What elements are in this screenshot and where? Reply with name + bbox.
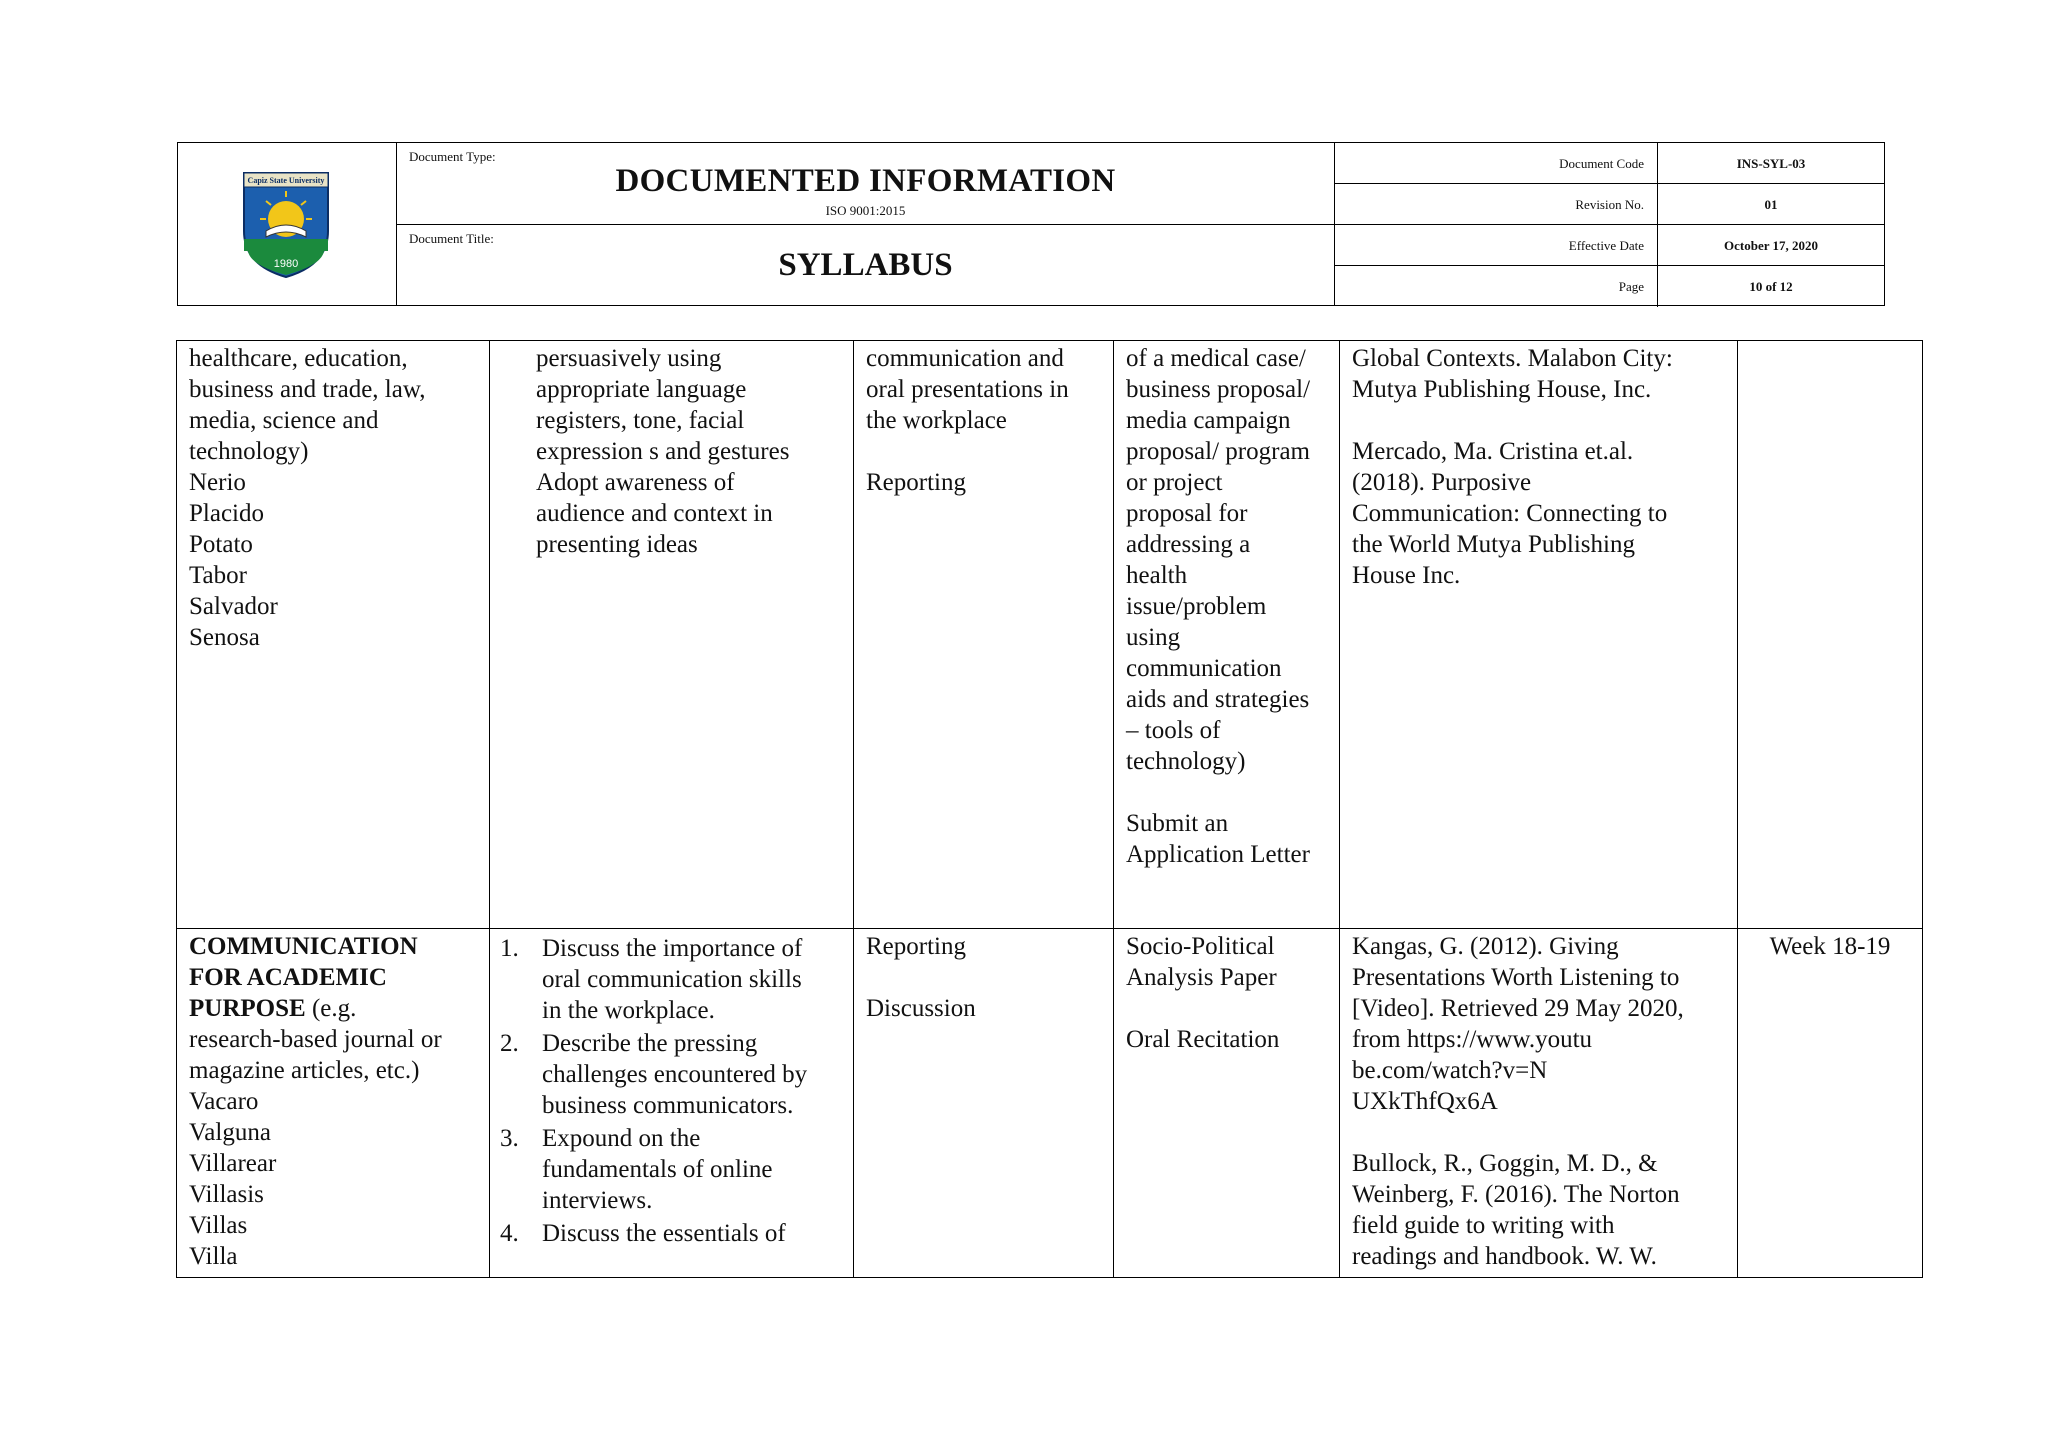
student-name: Placido (189, 500, 264, 527)
table-row (177, 929, 1923, 1278)
assessment-line: issue/problem (1126, 593, 1267, 620)
topic-line: healthcare, education, (189, 345, 408, 372)
meta-row-page (1335, 266, 1884, 307)
assessment-line: Oral Recitation (1126, 1026, 1280, 1053)
meta-row-effective-date (1335, 225, 1884, 266)
reference-line: Communication: Connecting to (1352, 500, 1668, 527)
assessment-line: business proposal/ (1126, 376, 1311, 403)
objective-line: Discuss the importance of (542, 935, 803, 962)
objective-line: fundamentals of online (542, 1156, 773, 1183)
reference-line: readings and handbook. W. W. (1352, 1243, 1657, 1270)
activity-line: the workplace (866, 407, 1007, 434)
student-name: Senosa (189, 624, 260, 651)
topic-line: business and trade, law, (189, 376, 426, 403)
assessment-line: technology) (1126, 748, 1246, 775)
document-title-row (397, 225, 1334, 307)
student-name: Villa (189, 1243, 238, 1270)
assessment-line: proposal/ program (1126, 438, 1310, 465)
objective-item (500, 1123, 841, 1216)
objective-line: challenges encountered by (542, 1061, 808, 1088)
reference-line: Global Contexts. Malabon City: (1352, 345, 1673, 372)
topic-heading-line (189, 993, 477, 1024)
reference-line: be.com/watch?v=N (1352, 1057, 1548, 1084)
assessment-cell (1114, 341, 1340, 929)
time-frame-cell (1738, 341, 1923, 929)
reference-cell (1340, 929, 1738, 1278)
objectives-list (500, 933, 841, 1249)
objective-number: 3. (500, 1125, 519, 1152)
activity-line: communication and (866, 345, 1064, 372)
activity-line: Reporting (866, 469, 966, 496)
student-name: Potato (189, 531, 253, 558)
reference-line: UXkThfQx6A (1352, 1088, 1498, 1115)
student-name: Tabor (189, 562, 247, 589)
objective-item (500, 933, 841, 1026)
meta-key: Revision No. (1335, 184, 1658, 224)
outcome-line: appropriate language (536, 376, 747, 403)
student-name: Vacaro (189, 1088, 259, 1115)
iso-standard: ISO 9001:2015 (825, 203, 906, 218)
topic-line: research-based journal or (189, 1026, 442, 1053)
document-type-title-block (397, 143, 1335, 305)
meta-key: Effective Date (1335, 225, 1658, 265)
reference-line: Mutya Publishing House, Inc. (1352, 376, 1652, 403)
outcome-line: expression s and gestures (536, 438, 790, 465)
objective-line: Expound on the (542, 1125, 701, 1152)
assessment-line: health (1126, 562, 1188, 589)
logo-year: 1980 (273, 258, 299, 270)
logo-text: Capiz State University (247, 176, 325, 185)
activity-cell (854, 341, 1114, 929)
objectives-cell (490, 929, 854, 1278)
topic-heading-tail: PURPOSE (189, 995, 306, 1022)
assessment-line: communication (1126, 655, 1282, 682)
student-name: Salvador (189, 593, 278, 620)
document-title-label: Document Title: (409, 231, 494, 246)
topic-line: technology) (189, 438, 309, 465)
university-seal-logo (236, 169, 336, 279)
student-name: Valguna (189, 1119, 271, 1146)
objective-line: Discuss the essentials of (542, 1220, 786, 1247)
reference-line: House Inc. (1352, 562, 1461, 589)
objective-line: oral communication skills (542, 966, 802, 993)
objective-item (500, 1028, 841, 1121)
objective-line: business communicators. (542, 1092, 794, 1119)
outcome-cell (490, 341, 854, 929)
reference-line: from https://www.youtu (1352, 1026, 1593, 1053)
assessment-line: proposal for (1126, 500, 1248, 527)
reference-line: Bullock, R., Goggin, M. D., & (1352, 1150, 1658, 1177)
assessment-line: Analysis Paper (1126, 964, 1277, 991)
activity-line: Reporting (866, 933, 966, 960)
logo-cell (178, 143, 397, 305)
document-meta-block (1335, 143, 1884, 305)
reference-line: Mercado, Ma. Cristina et.al. (1352, 438, 1634, 465)
topic-line: media, science and (189, 407, 379, 434)
assessment-line: of a medical case/ (1126, 345, 1306, 372)
student-name: Villarear (189, 1150, 277, 1177)
objective-number: 1. (500, 935, 519, 962)
activity-cell (854, 929, 1114, 1278)
activity-line: oral presentations in (866, 376, 1069, 403)
objective-number: 2. (500, 1030, 519, 1057)
assessment-line: or project (1126, 469, 1223, 496)
table-row (177, 341, 1923, 929)
topic-cell (177, 341, 490, 929)
document-header (177, 142, 1885, 306)
reference-line: Kangas, G. (2012). Giving (1352, 933, 1619, 960)
document-type-value: DOCUMENTED INFORMATION (615, 163, 1116, 199)
assessment-line: addressing a (1126, 531, 1251, 558)
meta-key: Page (1335, 266, 1658, 307)
meta-row-document-code (1335, 143, 1884, 184)
topic-heading-line: COMMUNICATION (189, 933, 418, 960)
assessment-line: – tools of (1126, 717, 1221, 744)
reference-line: field guide to writing with (1352, 1212, 1615, 1239)
objective-line: Describe the pressing (542, 1030, 758, 1057)
assessment-line: media campaign (1126, 407, 1291, 434)
syllabus-table (176, 340, 1923, 1278)
assessment-line: Socio-Political (1126, 933, 1275, 960)
assessment-line: Application Letter (1126, 841, 1310, 868)
assessment-line: aids and strategies (1126, 686, 1310, 713)
time-frame-cell: Week 18-19 (1738, 929, 1923, 1278)
outcome-line: Adopt awareness of (536, 469, 735, 496)
reference-line: [Video]. Retrieved 29 May 2020, (1352, 995, 1684, 1022)
student-name: Villasis (189, 1181, 264, 1208)
reference-line: Presentations Worth Listening to (1352, 964, 1680, 991)
student-name: Nerio (189, 469, 246, 496)
assessment-line: Submit an (1126, 810, 1229, 837)
reference-line: the World Mutya Publishing (1352, 531, 1635, 558)
outcome-line: persuasively using (536, 345, 722, 372)
reference-line: (2018). Purposive (1352, 469, 1532, 496)
document-title-value: SYLLABUS (778, 247, 953, 283)
meta-value: INS-SYL-03 (1736, 156, 1806, 171)
student-name: Villas (189, 1212, 248, 1239)
outcome-line: presenting ideas (536, 531, 698, 558)
meta-row-revision (1335, 184, 1884, 225)
assessment-cell (1114, 929, 1340, 1278)
activity-line: Discussion (866, 995, 976, 1022)
topic-cell (177, 929, 490, 1278)
meta-value: 01 (1764, 197, 1778, 212)
topic-heading-line: FOR ACADEMIC (189, 964, 387, 991)
topic-line-rest: (e.g. (305, 995, 357, 1022)
assessment-line: using (1126, 624, 1181, 651)
outcome-line: registers, tone, facial (536, 407, 745, 434)
outcome-line: audience and context in (536, 500, 773, 527)
topic-line: magazine articles, etc.) (189, 1057, 420, 1084)
reference-cell (1340, 341, 1738, 929)
reference-line: Weinberg, F. (2016). The Norton (1352, 1181, 1680, 1208)
document-type-row (397, 143, 1334, 225)
document-type-label: Document Type: (409, 149, 496, 164)
meta-value: 10 of 12 (1749, 279, 1793, 294)
objective-line: interviews. (542, 1187, 653, 1214)
meta-value: October 17, 2020 (1724, 238, 1818, 253)
objective-item (500, 1218, 841, 1249)
objective-line: in the workplace. (542, 997, 715, 1024)
meta-key: Document Code (1335, 143, 1658, 183)
objective-number: 4. (500, 1220, 519, 1247)
